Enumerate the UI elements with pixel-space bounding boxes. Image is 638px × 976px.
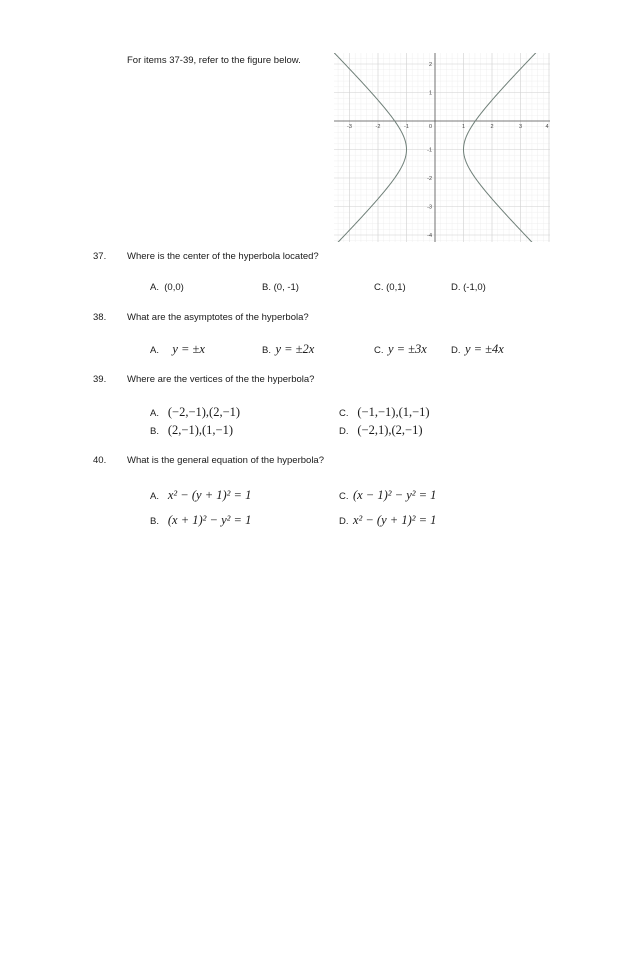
option-label: D. — [339, 516, 349, 527]
q40-option-a[interactable] — [150, 486, 251, 504]
option-label: B. — [150, 426, 159, 437]
q39-option-b[interactable] — [150, 421, 233, 439]
x-tick-label: 2 — [490, 124, 494, 130]
option-value: y = ±2x — [275, 342, 315, 356]
option-label: C. — [374, 345, 384, 356]
x-tick-label: 4 — [545, 124, 549, 130]
intro-text: For items 37-39, refer to the figure below. — [127, 55, 301, 66]
question-40-text: What is the general equation of the hyperbola? — [127, 455, 324, 466]
option-label: A. — [150, 345, 159, 356]
question-37-text: Where is the center of the hyperbola located? — [127, 251, 319, 262]
q37-option-d[interactable] — [451, 282, 486, 294]
option-label: D. — [339, 426, 349, 437]
option-label: A. — [150, 491, 159, 502]
option-label: A. — [150, 408, 159, 419]
option-value: (0, -1) — [273, 282, 299, 293]
x-tick-label: -3 — [347, 124, 352, 130]
option-value: (0,0) — [164, 282, 184, 293]
q39-option-d[interactable] — [339, 421, 423, 439]
option-value: (0,1) — [386, 282, 406, 293]
y-tick-label: 1 — [428, 90, 432, 97]
option-value: x² − (y + 1)² = 1 — [167, 488, 252, 502]
q37-option-a[interactable] — [150, 282, 184, 294]
x-tick-label: 1 — [461, 124, 466, 130]
option-value: (-1,0) — [463, 282, 486, 293]
option-label: D. — [451, 282, 461, 293]
y-tick-label: -4 — [427, 233, 432, 239]
y-tick-labels — [427, 62, 432, 239]
q40-option-c[interactable] — [339, 486, 436, 504]
q38-option-d[interactable] — [451, 340, 504, 358]
option-value: (2,−1),(1,−1) — [167, 423, 233, 437]
option-value: (−1,−1),(1,−1) — [357, 405, 430, 419]
q38-option-b[interactable] — [262, 340, 314, 358]
question-38-text: What are the asymptotes of the hyperbola? — [127, 312, 309, 323]
q37-option-c[interactable] — [374, 282, 406, 294]
question-37-number: 37. — [93, 251, 107, 262]
x-tick-labels — [347, 124, 548, 130]
option-value: (x − 1)² − y² = 1 — [352, 488, 437, 502]
q39-option-a[interactable] — [150, 403, 240, 421]
hyperbola-figure — [334, 53, 550, 242]
option-label: B. — [262, 282, 271, 293]
question-38-number: 38. — [93, 312, 107, 323]
q38-option-a[interactable] — [150, 340, 205, 358]
option-label: C. — [339, 408, 349, 419]
minor-grid — [334, 53, 550, 242]
hyperbola-left-branch — [334, 53, 407, 242]
x-tick-label: -1 — [404, 124, 409, 130]
major-grid — [334, 53, 550, 242]
hyperbola-right-branch — [461, 53, 551, 242]
y-tick-label: -1 — [427, 147, 432, 154]
option-label: C. — [339, 491, 349, 502]
x-tick-label: 3 — [518, 124, 523, 130]
q40-option-d[interactable] — [339, 511, 436, 529]
q39-option-c[interactable] — [339, 403, 430, 421]
q40-option-b[interactable] — [150, 511, 251, 529]
option-value: (−2,−1),(2,−1) — [167, 405, 241, 419]
question-40-number: 40. — [93, 455, 107, 466]
x-tick-label: 0 — [428, 124, 432, 130]
option-value: (x + 1)² − y² = 1 — [167, 513, 252, 527]
x-tick-label: -2 — [375, 124, 381, 130]
y-tick-label: -3 — [427, 204, 432, 211]
question-39-text: Where are the vertices of the the hyperbola? — [127, 374, 315, 385]
y-tick-label: 2 — [428, 62, 432, 68]
y-tick-label: -2 — [427, 176, 432, 182]
option-label: C. — [374, 282, 384, 293]
option-label: A. — [150, 282, 159, 293]
option-value: y = ±3x — [387, 342, 427, 356]
question-39-number: 39. — [93, 374, 107, 385]
option-label: B. — [262, 345, 271, 356]
option-value: y = ±4x — [464, 342, 504, 356]
option-value: (−2,1),(2,−1) — [357, 423, 423, 437]
option-value: x² − (y + 1)² = 1 — [352, 513, 437, 527]
option-value: y = ±x — [172, 342, 205, 356]
q38-option-c[interactable] — [374, 340, 427, 358]
option-label: B. — [150, 516, 159, 527]
q37-option-b[interactable] — [262, 282, 299, 294]
option-label: D. — [451, 345, 461, 356]
